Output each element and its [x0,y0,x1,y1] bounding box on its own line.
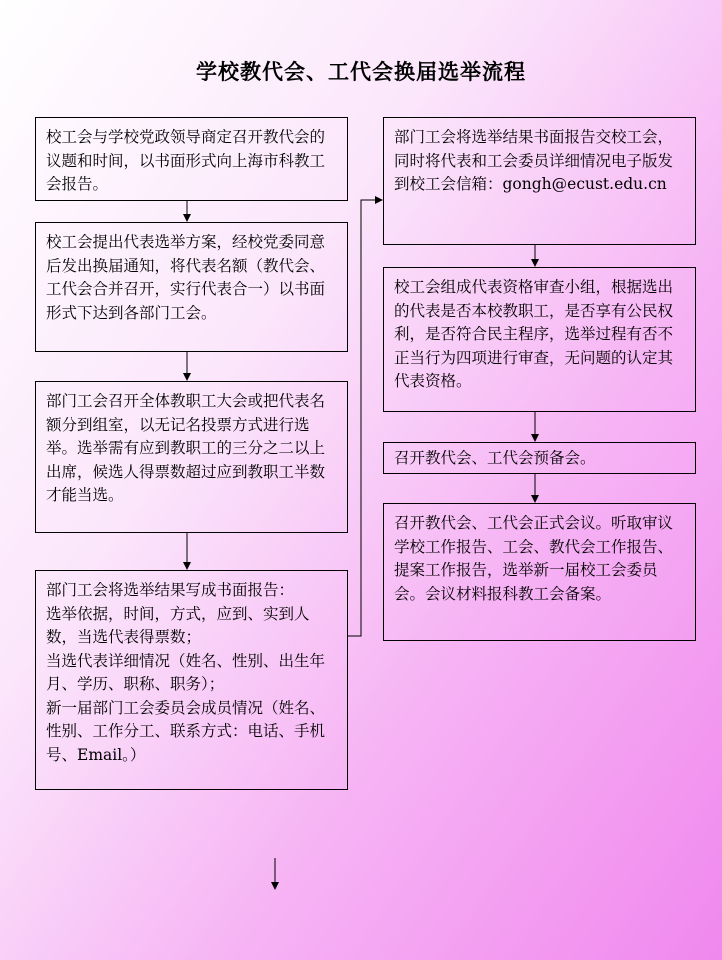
step-3-text: 部门工会召开全体教职工大会或把代表名额分到组室，以无记名投票方式进行选举。选举需有应到教职工的三分之二以上出席，候选人得票数超过应到教职工半数才能当选。 [46,392,326,504]
step-1-box [35,117,348,201]
step-5-box [383,117,696,245]
step-4-line-2: 选举依据，时间，方式，应到、实到人数，当选代表得票数； [46,604,310,646]
step-6-box [383,267,696,412]
arrow-step4-to-step5 [348,200,382,636]
step-3-box [35,381,348,533]
page-title: 学校教代会、工代会换届选举流程 [196,59,526,84]
step-7-text: 召开教代会、工代会预备会。 [394,449,596,467]
step-4-line-4: 新一届部门工会委员会成员情况（姓名、性别、工作分工、联系方式：电话、手机号、Email。） [46,698,326,764]
step-4-line-3: 当选代表详细情况（姓名、性别、出生年月、学历、职称、职务）； [46,651,326,693]
step-8-text: 召开教代会、工代会正式会议。听取审议学校工作报告、工会、教代会工作报告、提案工作报告，选举新一届校工会委员会。会议材料报科教工会备案。 [394,514,674,603]
step-1-text: 校工会与学校党政领导商定召开教代会的议题和时间，以书面形式向上海市科教工会报告。 [46,128,326,193]
step-4-box [35,570,348,790]
step-2-text: 校工会提出代表选举方案，经校党委同意后发出换届通知，将代表名额（教代会、工代会合并召开，实行代表合一）以书面形式下达到各部门工会。 [46,233,326,322]
step-5-text: 部门工会将选举结果书面报告交校工会，同时将代表和工会委员详细情况电子版发到校工会信箱：gongh@ecust.edu.cn [394,128,674,193]
step-8-box [383,503,696,641]
step-4-line-1: 部门工会将选举结果写成书面报告： [46,581,295,599]
step-6-text: 校工会组成代表资格审查小组，根据选出的代表是否本校教职工，是否享有公民权利，是否符合民主程序，选举过程有否不正当行为四项进行审查，无问题的认定其代表资格。 [394,278,674,390]
step-2-box [35,222,348,352]
step-7-box [383,442,696,474]
